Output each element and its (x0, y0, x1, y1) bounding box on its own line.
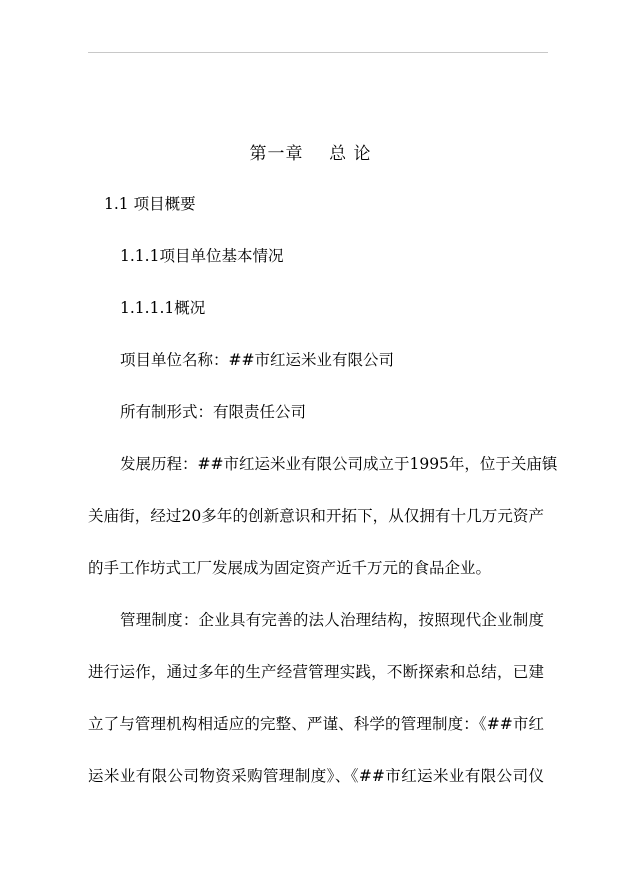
history-line: 发展历程：##市红运米业有限公司成立于1995年，位于关庙镇 (120, 455, 558, 473)
ownership-field: 所有制形式：有限责任公司 (120, 403, 307, 421)
chapter-title: 第一章 总 论 (249, 144, 372, 164)
section-heading-1-1-1: 1.1.1项目单位基本情况 (120, 247, 284, 265)
management-line: 立了与管理机构相适应的完整、严谨、科学的管理制度：《##市红 (88, 715, 544, 733)
history-line: 的手工作坊式工厂发展成为固定资产近千万元的食品企业。 (88, 559, 492, 577)
header-divider (88, 52, 548, 53)
history-line: 关庙街，经过20多年的创新意识和开拓下，从仅拥有十几万元资产 (88, 507, 544, 525)
management-line: 管理制度：企业具有完善的法人治理结构，按照现代企业制度 (120, 611, 544, 629)
management-line: 运米业有限公司物资采购管理制度》、《##市红运米业有限公司仪 (88, 767, 544, 785)
management-line: 进行运作，通过多年的生产经营管理实践，不断探索和总结，已建 (88, 663, 544, 681)
unit-name-field: 项目单位名称：##市红运米业有限公司 (120, 351, 394, 369)
section-heading-1-1-1-1: 1.1.1.1概况 (120, 299, 206, 317)
section-heading-1-1: 1.1 项目概要 (104, 195, 196, 213)
